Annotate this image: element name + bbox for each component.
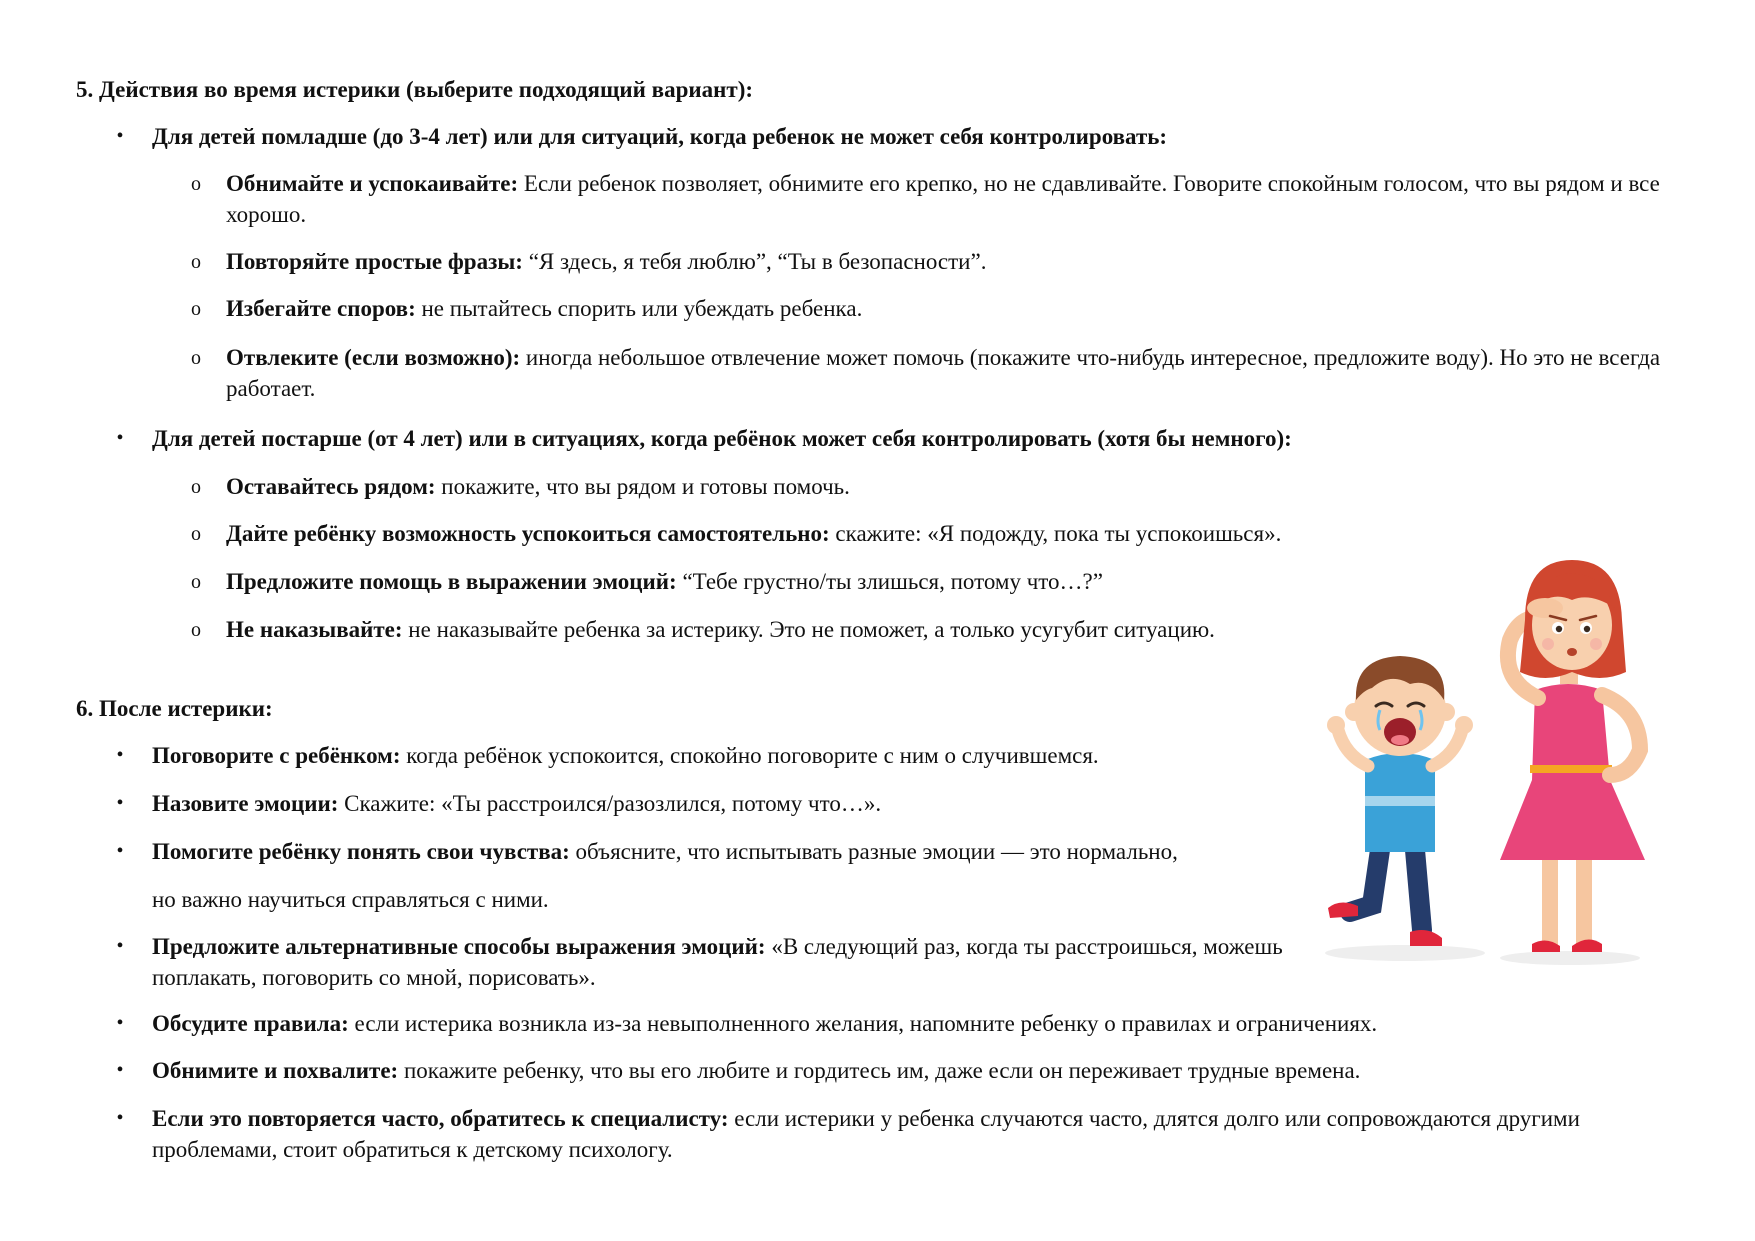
item-text: не пытайтесь спорить или убеждать ребенка. bbox=[415, 296, 863, 321]
item-text: покажите, что вы рядом и готовы помочь. bbox=[435, 474, 850, 499]
leg bbox=[1350, 850, 1380, 912]
bullet-marker: • bbox=[116, 125, 124, 147]
shoe bbox=[1328, 902, 1358, 918]
item-text: не наказывайте ребенка за истерику. Это не поможет, а только усугубит ситуацию. bbox=[402, 617, 1215, 642]
item-title: Избегайте споров: bbox=[226, 296, 416, 321]
item-text: когда ребёнок успокоится, спокойно поговорите с ним о случившемся. bbox=[400, 743, 1099, 768]
item-text: “Я здесь, я тебя люблю”, “Ты в безопасности”. bbox=[522, 249, 987, 274]
circle-marker: o bbox=[191, 523, 201, 545]
cheek bbox=[1542, 638, 1554, 650]
pupil bbox=[1556, 626, 1562, 632]
item-title: Обнимите и похвалите: bbox=[152, 1058, 399, 1083]
hand bbox=[1327, 716, 1345, 734]
circle-marker: o bbox=[191, 619, 201, 641]
bullet-marker: • bbox=[116, 935, 124, 957]
item-text: иногда небольшое отвлечение может помочь (покажите что-нибудь интересное, предложите воду). Но это не всегда работает. bbox=[226, 345, 1661, 401]
item-text: покажите ребенку, что вы его любите и гордитесь им, даже если он переживает трудные времена. bbox=[398, 1058, 1361, 1083]
item-text: Если ребенок позволяет, обнимите его крепко, но не сдавливайте. Говорите спокойным голосом, что вы рядом и все хорошо. bbox=[226, 171, 1660, 227]
item-text: если истерика возникла из-за невыполненного желания, напомните ребенку о правилах и ограничениях. bbox=[348, 1011, 1378, 1036]
shirt-stripe bbox=[1365, 796, 1435, 806]
item-title: Предложите альтернативные способы выражения эмоций: bbox=[152, 934, 766, 959]
pupil bbox=[1584, 626, 1590, 632]
item-title: Если это повторяется часто, обратитесь к специалисту: bbox=[152, 1106, 729, 1131]
child-figure bbox=[1327, 656, 1473, 946]
leg bbox=[1576, 860, 1592, 945]
bullet-marker: • bbox=[116, 427, 124, 449]
circle-marker: o bbox=[191, 347, 201, 369]
item-title: Дайте ребёнку возможность успокоиться самостоятельно: bbox=[226, 521, 830, 546]
hand bbox=[1455, 716, 1473, 734]
bullet-marker: • bbox=[116, 1107, 124, 1129]
item-title: Помогите ребёнку понять свои чувства: bbox=[152, 839, 570, 864]
bullet-marker: • bbox=[116, 840, 124, 862]
ear bbox=[1437, 703, 1455, 721]
section-5-heading: 5. Действия во время истерики (выберите подходящий вариант): bbox=[76, 77, 754, 102]
mother-figure bbox=[1500, 560, 1645, 952]
mother-child-illustration bbox=[1310, 560, 1680, 980]
item-title: Поговорите с ребёнком: bbox=[152, 743, 401, 768]
leg bbox=[1542, 860, 1558, 945]
item-text: “Тебе грустно/ты злишься, потому что…?” bbox=[676, 569, 1103, 594]
belt bbox=[1530, 765, 1612, 773]
leg bbox=[1415, 850, 1422, 930]
shoe bbox=[1410, 930, 1442, 946]
item-text: если истерики у ребенка случаются часто, длятся долго или сопровождаются другими проблемами, стоит обратиться к детскому психологу. bbox=[152, 1106, 1580, 1162]
circle-marker: o bbox=[191, 476, 201, 498]
ground-shadow bbox=[1325, 945, 1485, 961]
item-title: Оставайтесь рядом: bbox=[226, 474, 436, 499]
circle-marker: o bbox=[191, 571, 201, 593]
hand bbox=[1527, 598, 1563, 618]
group-older-label: Для детей постарше (от 4 лет) или в ситуациях, когда ребёнок может себя контролировать (хотя бы немного): bbox=[152, 426, 1292, 451]
circle-marker: o bbox=[191, 251, 201, 273]
item-title: Не наказывайте: bbox=[226, 617, 403, 642]
circle-marker: o bbox=[191, 173, 201, 195]
item-text: скажите: «Я подожду, пока ты успокоишься». bbox=[829, 521, 1282, 546]
item-title: Обсудите правила: bbox=[152, 1011, 349, 1036]
item-title: Назовите эмоции: bbox=[152, 791, 339, 816]
ear bbox=[1345, 703, 1363, 721]
bullet-marker: • bbox=[116, 1012, 124, 1034]
item-text: объясните, что испытывать разные эмоции — это нормально, bbox=[569, 839, 1178, 864]
item-title: Обнимайте и успокаивайте: bbox=[226, 171, 519, 196]
group-younger-label: Для детей помладше (до 3-4 лет) или для ситуаций, когда ребенок не может себя контролировать: bbox=[152, 124, 1168, 149]
bullet-marker: • bbox=[116, 792, 124, 814]
tongue bbox=[1391, 735, 1409, 745]
item-title: Предложите помощь в выражении эмоций: bbox=[226, 569, 677, 594]
circle-marker: o bbox=[191, 298, 201, 320]
cheek bbox=[1590, 638, 1602, 650]
item-title: Отвлеките (если возможно): bbox=[226, 345, 521, 370]
item-text: но важно научиться справляться с ними. bbox=[152, 887, 549, 912]
ground-shadow bbox=[1500, 951, 1640, 965]
item-text: Скажите: «Ты расстроился/разозлился, потому что…». bbox=[338, 791, 882, 816]
item-text: «В следующий раз, когда ты расстроишься, можешь поплакать, поговорить со мной, порисовать». bbox=[152, 934, 1283, 990]
mouth bbox=[1567, 648, 1577, 656]
bullet-marker: • bbox=[116, 744, 124, 766]
item-title: Повторяйте простые фразы: bbox=[226, 249, 523, 274]
section-6-heading: 6. После истерики: bbox=[76, 696, 273, 721]
bullet-marker: • bbox=[116, 1059, 124, 1081]
